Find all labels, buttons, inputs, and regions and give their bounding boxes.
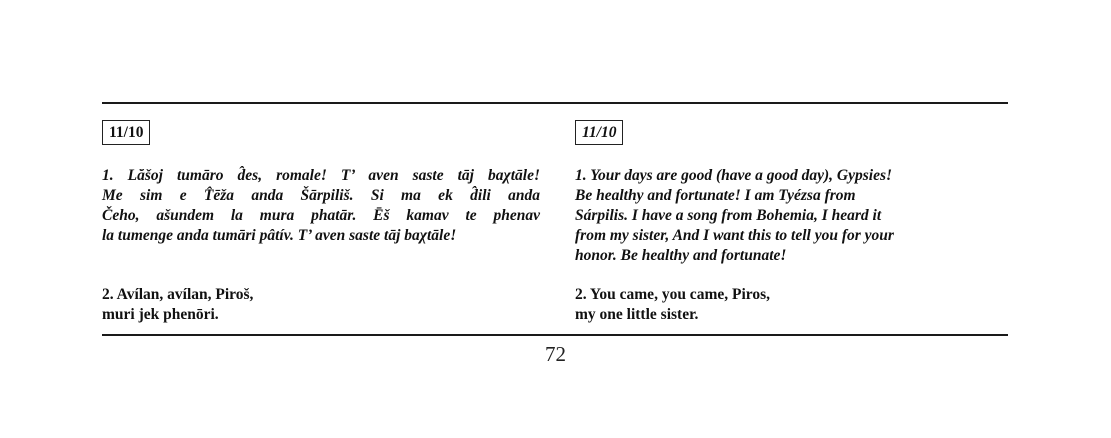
bottom-rule (102, 334, 1008, 336)
page-number: 72 (545, 342, 566, 366)
left-verse-1-line: la tumenge anda tumāri pâtív. T’ aven saste tāj baχtāle! (102, 227, 457, 244)
left-meter-badge: 11/10 (102, 120, 150, 145)
right-verse-2-line: my one little sister. (575, 306, 699, 323)
right-verse-1 (575, 166, 995, 266)
left-verse-2-line: 2. Avílan, avílan, Piroš, (102, 286, 254, 303)
left-verse-1 (102, 166, 540, 246)
left-verse-1-line: Čeho, ašundem la mura phatār. Ēš kamav te phenav (102, 207, 540, 224)
left-verse-2 (102, 285, 522, 325)
right-verse-1-line: Sárpilis. I have a song from Bohemia, I heard it (575, 207, 882, 224)
left-verse-2-line: muri jek phenōri. (102, 306, 219, 323)
left-column-original (102, 120, 540, 323)
left-verse-1-line: 1. Lăšoj tumāro d̂es, romale! T’ aven saste tāj baχtāle! (102, 167, 540, 184)
right-verse-1-line: Be healthy and fortunate! I am Tyézsa from (575, 187, 856, 204)
left-verse-1-line: Me sim e T̂ēža anda Šārpiliš. Si ma ek d̂ili anda (102, 187, 540, 204)
right-verse-2 (575, 285, 995, 325)
right-verse-1-line: 1. Your days are good (have a good day), Gypsies! (575, 167, 893, 184)
right-meter-badge: 11/10 (575, 120, 623, 145)
right-verse-1-line: honor. Be healthy and fortunate! (575, 247, 787, 264)
right-verse-2-line: 2. You came, you came, Piros, (575, 286, 771, 303)
right-column-translation (575, 120, 995, 323)
right-verse-1-line: from my sister, And I want this to tell you for your (575, 227, 894, 244)
top-rule (102, 102, 1008, 104)
